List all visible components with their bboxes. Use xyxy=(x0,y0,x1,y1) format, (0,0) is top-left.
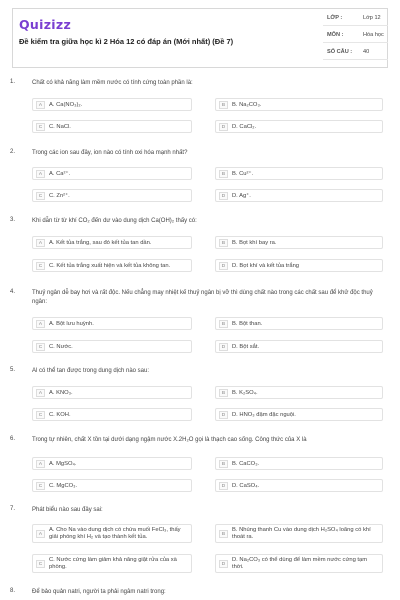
option-letter: C xyxy=(36,262,45,270)
option-a[interactable] xyxy=(32,524,192,543)
option-d[interactable] xyxy=(215,479,383,492)
option-letter: B xyxy=(219,239,228,247)
option-letter: D xyxy=(219,482,228,490)
info-row-count xyxy=(323,43,388,60)
question-text: Phát biểu nào sau đây sai: xyxy=(32,507,103,513)
option-b[interactable] xyxy=(215,236,383,249)
question-text: Chất có khả năng làm mềm nước có tính cứng toàn phần là: xyxy=(32,80,193,86)
option-c[interactable] xyxy=(32,554,192,573)
option-text: C. Nước cứng làm giảm khả năng giặt rửa của xà phòng. xyxy=(49,557,177,570)
option-letter: D xyxy=(219,560,228,568)
question-number: 5. xyxy=(10,367,16,373)
option-a[interactable] xyxy=(32,98,192,111)
worksheet-header xyxy=(12,8,388,68)
option-letter: B xyxy=(219,320,228,328)
option-letter: D xyxy=(219,343,228,351)
option-text: A. MgSO₄. xyxy=(49,461,77,467)
option-b[interactable] xyxy=(215,317,383,330)
option-b[interactable] xyxy=(215,386,383,399)
option-d[interactable] xyxy=(215,408,383,421)
option-c[interactable] xyxy=(32,189,192,202)
option-text: B. Bột than. xyxy=(232,321,263,327)
option-letter: A xyxy=(36,239,45,247)
option-text: A. Ca²⁺. xyxy=(49,171,71,177)
option-letter: C xyxy=(36,482,45,490)
option-letter: B xyxy=(219,101,228,109)
info-row-class xyxy=(323,9,388,26)
option-text: C. KOH. xyxy=(49,412,71,418)
option-letter: B xyxy=(219,389,228,397)
question-number: 6. xyxy=(10,436,16,442)
question-number: 2. xyxy=(10,149,16,155)
option-text: D. Ag⁺. xyxy=(232,193,251,199)
option-b[interactable] xyxy=(215,524,383,543)
option-text: D. Bột sắt. xyxy=(232,344,260,350)
question-number: 7. xyxy=(10,506,16,512)
option-c[interactable] xyxy=(32,479,192,492)
info-row-subject xyxy=(323,26,388,43)
option-d[interactable] xyxy=(215,554,383,573)
option-letter: A xyxy=(36,170,45,178)
question-text: Khi dẫn từ từ khí CO₂ đến dư vào dung dịch Ca(OH)₂ thấy có: xyxy=(32,218,197,224)
option-letter: A xyxy=(36,460,45,468)
option-a[interactable] xyxy=(32,167,192,180)
question-number: 3. xyxy=(10,217,16,223)
option-letter: C xyxy=(36,560,45,568)
worksheet-info-table xyxy=(323,9,388,60)
option-letter: D xyxy=(219,262,228,270)
option-letter: D xyxy=(219,411,228,419)
option-text: B. K₂SO₄. xyxy=(232,390,258,396)
quizizz-logo: Quizizz xyxy=(19,17,72,32)
option-text: D. Bọt khí và kết tủa trắng xyxy=(232,263,300,269)
option-text: C. Kết tủa trắng xuất hiện và kết tủa không tan. xyxy=(49,263,171,269)
question-text: Trong các ion sau đây, ion nào có tính oxi hóa mạnh nhất? xyxy=(32,150,188,156)
info-label: MÔN : xyxy=(327,32,344,38)
option-a[interactable] xyxy=(32,457,192,470)
option-text: A. Cho Na vào dung dịch có chứa muối FeCl₃, thấy giải phóng khí H₂ và tạo thành kết tủa. xyxy=(49,527,181,540)
option-a[interactable] xyxy=(32,236,192,249)
option-text: C. Zn²⁺. xyxy=(49,193,70,199)
option-text: A. KNO₃. xyxy=(49,390,73,396)
option-d[interactable] xyxy=(215,259,383,272)
question-number: 1. xyxy=(10,79,16,85)
option-text: C. Nước. xyxy=(49,344,73,350)
question-text: Để bảo quản natri, người ta phải ngâm natri trong: xyxy=(32,589,166,595)
option-letter: C xyxy=(36,343,45,351)
option-c[interactable] xyxy=(32,120,192,133)
option-a[interactable] xyxy=(32,317,192,330)
option-d[interactable] xyxy=(215,189,383,202)
question-text: Al có thể tan được trong dung dịch nào sau: xyxy=(32,368,150,374)
option-letter: A xyxy=(36,389,45,397)
option-b[interactable] xyxy=(215,98,383,111)
info-value: Hóa học xyxy=(363,32,384,38)
question-text: Thuỷ ngân dễ bay hơi và rất độc. Nếu chẳng may nhiệt kế thuỷ ngân bị vỡ thì dùng chất nào trong các chất sau để khử độc thuỷ ngân: xyxy=(32,290,373,305)
option-text: A. Ca(NO₃)₂. xyxy=(49,102,83,108)
option-a[interactable] xyxy=(32,386,192,399)
option-text: D. CaCl₂. xyxy=(232,124,257,130)
option-letter: A xyxy=(36,101,45,109)
info-value: Lớp 12 xyxy=(363,15,381,21)
question-text: Trong tự nhiên, chất X tồn tại dưới dạng ngậm nước X.2H₂O gọi là thạch cao sống. Công thức của X là xyxy=(32,437,307,443)
option-letter: A xyxy=(36,320,45,328)
option-d[interactable] xyxy=(215,340,383,353)
option-letter: D xyxy=(219,123,228,131)
option-letter: C xyxy=(36,123,45,131)
option-text: B. Cu²⁺. xyxy=(232,171,254,177)
question-number: 4. xyxy=(10,289,16,295)
info-label: SỐ CÂU : xyxy=(327,49,353,55)
option-c[interactable] xyxy=(32,408,192,421)
option-letter: B xyxy=(219,530,228,538)
option-c[interactable] xyxy=(32,259,192,272)
option-letter: C xyxy=(36,192,45,200)
option-text: D. HNO₃ đậm đặc nguội. xyxy=(232,412,296,418)
option-text: D. CaSO₄. xyxy=(232,483,260,489)
option-text: A. Bột lưu huỳnh. xyxy=(49,321,94,327)
option-text: C. MgCO₃. xyxy=(49,483,78,489)
option-text: B. Nhúng thanh Cu vào dung dịch H₂SO₄ loãng có khí thoát ra. xyxy=(232,527,371,540)
question-number: 8. xyxy=(10,588,16,594)
option-letter: B xyxy=(219,460,228,468)
option-c[interactable] xyxy=(32,340,192,353)
info-label: LỚP : xyxy=(327,15,343,21)
option-d[interactable] xyxy=(215,120,383,133)
option-b[interactable] xyxy=(215,167,383,180)
option-b[interactable] xyxy=(215,457,383,470)
option-letter: D xyxy=(219,192,228,200)
option-letter: C xyxy=(36,411,45,419)
info-value: 40 xyxy=(363,49,370,55)
option-text: D. Na₂CO₃ có thể dùng để làm mềm nước cứng tạm thời. xyxy=(232,557,368,570)
option-text: B. CaCO₃. xyxy=(232,461,260,467)
option-text: A. Kết tủa trắng, sau đó kết tủa tan dần. xyxy=(49,240,152,246)
option-text: C. NaCl. xyxy=(49,124,71,130)
option-letter: B xyxy=(219,170,228,178)
option-letter: A xyxy=(36,530,45,538)
option-text: B. Bọt khí bay ra. xyxy=(232,240,277,246)
option-text: B. Na₂CO₃. xyxy=(232,102,262,108)
worksheet-title: Đề kiểm tra giữa học kì 2 Hóa 12 có đáp án (Mới nhất) (Đề 7) xyxy=(19,37,234,46)
